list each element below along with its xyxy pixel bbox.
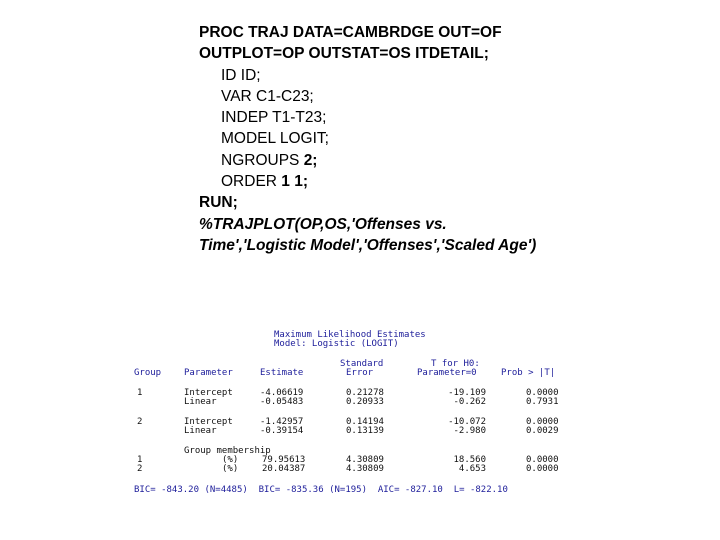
header-standard: Standard — [340, 359, 384, 369]
membership-1-group: 1 — [137, 455, 143, 465]
header-estimate: Estimate — [260, 368, 304, 378]
header-parameter: Parameter — [184, 368, 233, 378]
row-1-group: 1 — [137, 388, 143, 398]
row-1-parameter: Intercept — [184, 388, 233, 398]
output-title-2: Model: Logistic (LOGIT) — [274, 339, 399, 349]
row-4-t: -2.980 — [453, 426, 486, 436]
row-4-prob: 0.0029 — [526, 426, 559, 436]
membership-1-parameter: (%) — [222, 455, 239, 465]
code-line-11: Time','Logistic Model','Offenses','Scaled Age') — [199, 236, 537, 254]
row-2-prob: 0.7931 — [526, 397, 559, 407]
code-line-1: PROC TRAJ DATA=CAMBRDGE OUT=OF — [199, 24, 502, 41]
row-1-error: 0.21278 — [346, 388, 384, 398]
code-line-8 — [199, 171, 619, 192]
membership-2-t: 4.653 — [458, 464, 486, 474]
row-4-estimate: -0.39154 — [260, 426, 304, 436]
header-t-for-h0: T for H0: — [431, 359, 480, 369]
row-2-estimate: -0.05483 — [260, 397, 304, 407]
output-title-1: Maximum Likelihood Estimates — [274, 330, 426, 340]
code-line-6: MODEL LOGIT; — [221, 130, 329, 148]
code-line-7-text: NGROUPS — [221, 151, 304, 169]
row-3-prob: 0.0000 — [526, 417, 559, 427]
sas-code-block — [199, 22, 619, 256]
code-line-8-bold: 1 1; — [281, 173, 309, 191]
code-line-7 — [199, 150, 619, 171]
membership-1-error: 4.30809 — [346, 455, 384, 465]
membership-label: Group membership — [184, 446, 271, 456]
membership-2-group: 2 — [137, 464, 143, 474]
membership-2-estimate: 20.04387 — [262, 464, 306, 474]
membership-2-parameter: (%) — [222, 464, 239, 474]
row-2-error: 0.20933 — [346, 397, 384, 407]
row-3-parameter: Intercept — [184, 417, 233, 427]
row-3-t: -10.072 — [448, 417, 486, 427]
row-1-prob: 0.0000 — [526, 388, 559, 398]
row-2-t: -0.262 — [453, 397, 486, 407]
row-3-estimate: -1.42957 — [260, 417, 304, 427]
code-line-3: ID ID; — [221, 66, 261, 84]
row-2-parameter: Linear — [184, 397, 217, 407]
membership-1-t: 18.560 — [453, 455, 486, 465]
row-4-error: 0.13139 — [346, 426, 384, 436]
header-group: Group — [134, 368, 162, 378]
row-1-estimate: -4.06619 — [260, 388, 304, 398]
row-3-group: 2 — [137, 417, 143, 427]
membership-2-error: 4.30809 — [346, 464, 384, 474]
membership-1-prob: 0.0000 — [526, 455, 559, 465]
row-4-parameter: Linear — [184, 426, 217, 436]
code-line-10: %TRAJPLOT(OP,OS,'Offenses vs. — [199, 215, 447, 233]
membership-2-prob: 0.0000 — [526, 464, 559, 474]
membership-1-estimate: 79.95613 — [262, 455, 306, 465]
output-footer: BIC= -843.20 (N=4485) BIC= -835.36 (N=195) AIC= -827.10 L= -822.10 — [134, 485, 508, 495]
sas-output-table — [134, 330, 584, 500]
code-line-5: INDEP T1-T23; — [221, 109, 327, 127]
header-param0: Parameter=0 — [417, 368, 477, 378]
code-line-8-text: ORDER — [221, 173, 282, 191]
code-line-7-bold: 2; — [303, 151, 318, 169]
code-line-4: VAR C1-C23; — [221, 87, 314, 105]
code-line-9: RUN; — [199, 194, 238, 212]
header-prob: Prob > |T| — [501, 368, 556, 378]
row-1-t: -19.109 — [448, 388, 486, 398]
row-3-error: 0.14194 — [346, 417, 384, 427]
header-error: Error — [346, 368, 374, 378]
code-line-2: OUTPLOT=OP OUTSTAT=OS ITDETAIL; — [199, 45, 489, 63]
